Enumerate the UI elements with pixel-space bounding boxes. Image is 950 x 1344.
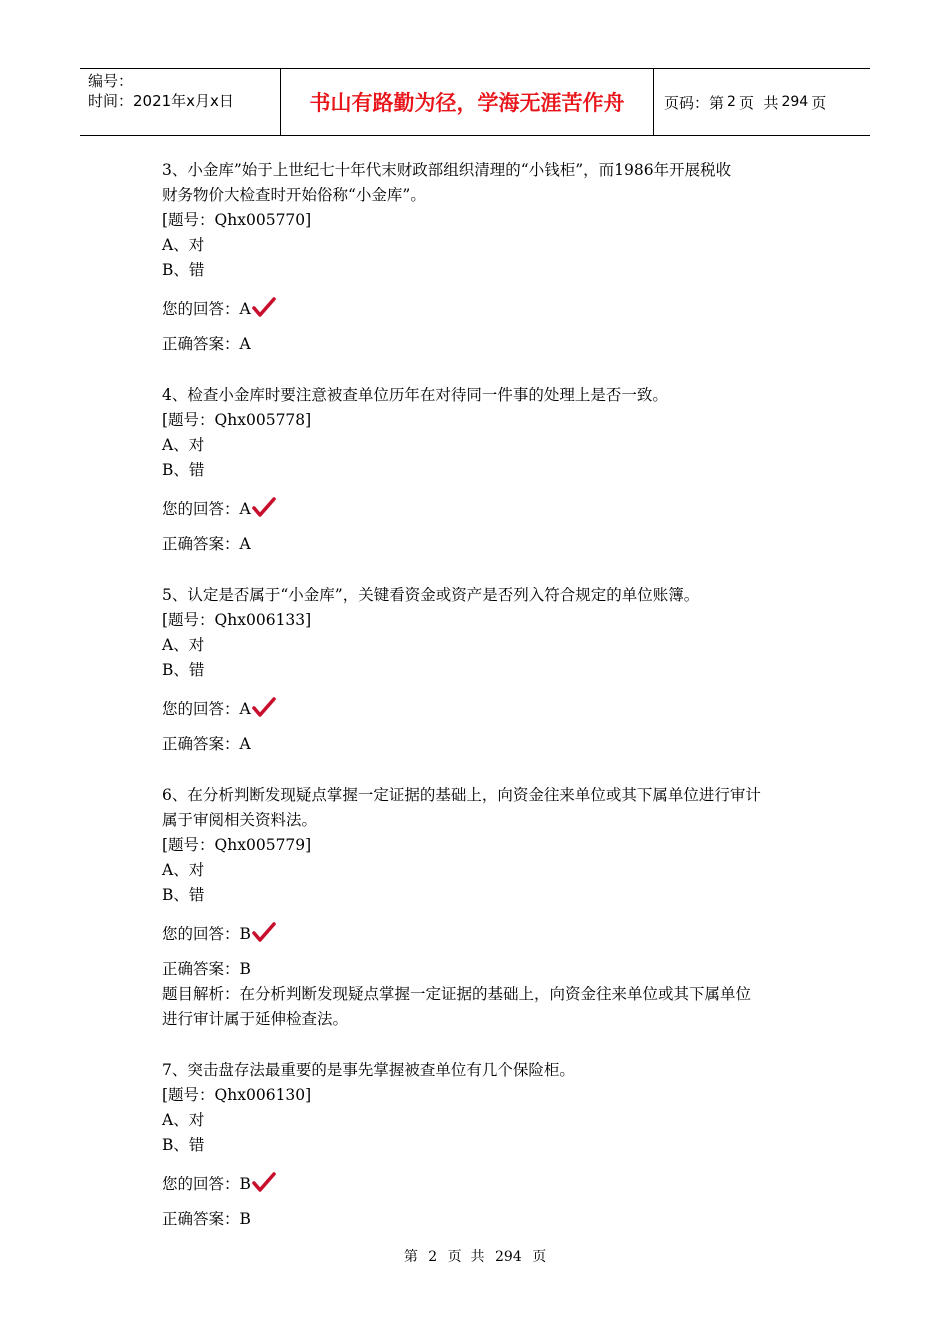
option-b: B、错 — [162, 886, 205, 904]
your-answer: 您的回答：A — [162, 300, 251, 318]
header-id-label: 编号： — [88, 72, 134, 90]
analysis-line: 进行审计属于延伸检查法。 — [162, 1010, 349, 1028]
checkmark-icon — [252, 922, 276, 944]
your-answer-row — [162, 922, 822, 947]
footer-page-current: 2 — [428, 1249, 438, 1265]
correct-answer: 正确答案：B — [162, 1210, 251, 1228]
option-a: A、对 — [162, 1111, 205, 1129]
question-item — [162, 383, 822, 557]
question-text-line: 财务物价大检查时开始俗称“小金库”。 — [162, 186, 426, 204]
question-id: [题号：Qhx005770] — [162, 211, 312, 229]
question-id: [题号：Qhx006130] — [162, 1086, 312, 1104]
question-list — [162, 158, 822, 1258]
header-page-suffix: 页 — [811, 93, 827, 112]
your-answer: 您的回答：B — [162, 925, 251, 943]
option-a: A、对 — [162, 236, 205, 254]
option-a: A、对 — [162, 436, 205, 454]
correct-answer: 正确答案：A — [162, 735, 251, 753]
question-text-line: 6、在分析判断发现疑点掌握一定证据的基础上，向资金往来单位或其下属单位进行审计 — [162, 786, 761, 804]
your-answer-row — [162, 297, 822, 322]
your-answer: 您的回答：A — [162, 500, 251, 518]
question-text-line: 3、小金库”始于上世纪七十年代末财政部组织清理的“小钱柜”，而1986年开展税收 — [162, 161, 732, 179]
your-answer-row — [162, 1172, 822, 1197]
checkmark-icon — [252, 497, 276, 519]
header-motto: 书山有路勤为径，学海无涯苦作舟 — [281, 69, 654, 135]
question-id: [题号：Qhx005779] — [162, 836, 312, 854]
question-text-line: 4、检查小金库时要注意被查单位历年在对待同一件事的处理上是否一致。 — [162, 386, 668, 404]
header-page-current: 2 — [727, 94, 736, 110]
option-b: B、错 — [162, 261, 205, 279]
header-page-mid: 页 共 — [738, 93, 779, 112]
option-a: A、对 — [162, 861, 205, 879]
correct-answer: 正确答案：A — [162, 335, 251, 353]
header-time: 时间：2021年x月x日 — [88, 92, 234, 110]
your-answer-row — [162, 497, 822, 522]
header-page-total: 294 — [781, 94, 809, 110]
checkmark-icon — [252, 697, 276, 719]
analysis-line: 题目解析：在分析判断发现疑点掌握一定证据的基础上，向资金往来单位或其下属单位 — [162, 985, 752, 1003]
footer-page-suffix: 页 — [532, 1249, 547, 1265]
question-text-line: 5、认定是否属于“小金库”，关键看资金或资产是否列入符合规定的单位账簿。 — [162, 586, 700, 604]
correct-answer: 正确答案：A — [162, 535, 251, 553]
page-footer — [0, 1246, 950, 1266]
footer-page-total: 294 — [495, 1249, 522, 1265]
checkmark-icon — [252, 1172, 276, 1194]
question-text-line: 属于审阅相关资料法。 — [162, 811, 318, 829]
question-item — [162, 1058, 822, 1232]
option-a: A、对 — [162, 636, 205, 654]
option-b: B、错 — [162, 461, 205, 479]
question-item — [162, 783, 822, 1032]
question-text-line: 7、突击盘存法最重要的是事先掌握被查单位有几个保险柜。 — [162, 1061, 575, 1079]
your-answer-row — [162, 697, 822, 722]
option-b: B、错 — [162, 1136, 205, 1154]
footer-page-prefix: 第 — [403, 1249, 418, 1265]
header-page-prefix: 页码：第 — [664, 93, 725, 112]
page-header — [80, 68, 870, 136]
correct-answer: 正确答案：B — [162, 960, 251, 978]
question-item — [162, 158, 822, 357]
header-meta — [80, 69, 281, 135]
footer-page-mid: 页 共 — [447, 1249, 485, 1265]
your-answer: 您的回答：A — [162, 700, 251, 718]
question-id: [题号：Qhx006133] — [162, 611, 312, 629]
header-page-info — [654, 69, 870, 135]
question-item — [162, 583, 822, 757]
your-answer: 您的回答：B — [162, 1175, 251, 1193]
question-id: [题号：Qhx005778] — [162, 411, 312, 429]
checkmark-icon — [252, 297, 276, 319]
option-b: B、错 — [162, 661, 205, 679]
